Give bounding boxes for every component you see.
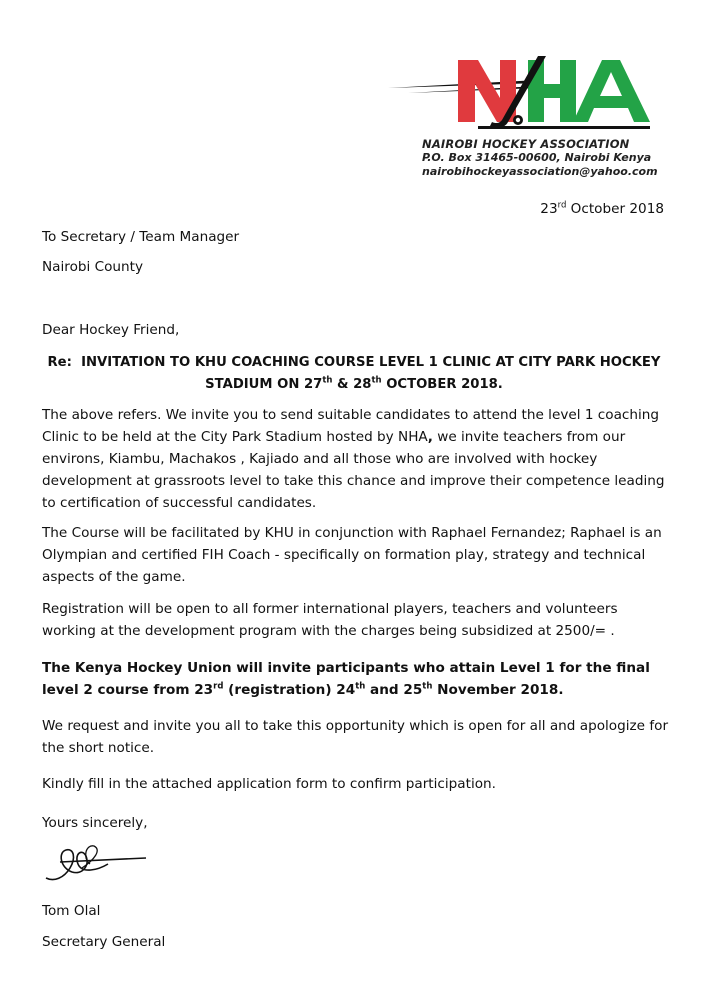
paragraph-facilitator: The Course will be facilitated by KHU in conjunction with Raphael Fernandez; Raphael is an Olympian and certified FIH Coach - specifically on formation play, strategy and technical aspects of the game. <box>42 525 662 585</box>
paragraph-application-form: Kindly fill in the attached application form to confirm participation. <box>42 776 496 792</box>
subject-line: Re: INVITATION TO KHU COACHING COURSE LEVEL 1 CLINIC AT CITY PARK HOCKEY STADIUM ON 27th & 28th OCTOBER 2018. <box>47 355 661 392</box>
signatory-title: Secretary General <box>42 934 166 950</box>
valediction: Yours sincerely, <box>42 815 148 831</box>
signatory-name: Tom Olal <box>42 903 101 919</box>
paragraph-registration: Registration will be open to all former international players, teachers and volunteers working at the development program with the charges being subsidized at 2500/= . <box>42 601 618 639</box>
letter-date: 23rd October 2018 <box>540 200 664 217</box>
letterhead-address <box>422 137 692 179</box>
paragraph-request: We request and invite you all to take this opportunity which is open for all and apologize for the short notice. <box>42 718 669 756</box>
po-box: P.O. Box 31465-00600, Nairobi Kenya <box>422 151 652 164</box>
org-name: NAIROBI HOCKEY ASSOCIATION <box>422 137 630 151</box>
recipient-line1: To Secretary / Team Manager <box>42 229 240 245</box>
email: nairobihockeyassociation@yahoo.com <box>422 165 658 178</box>
nha-logo <box>388 50 660 140</box>
salutation: Dear Hockey Friend, <box>42 322 180 338</box>
paragraph-invitation: The above refers. We invite you to send suitable candidates to attend the level 1 coaching Clinic to be held at the City Park Stadium hosted by NHA, we invite teachers from our environs, Kiambu, Machakos , Kajiado and all those who are involved with hockey development at grassroots level to take this chance and improve their competence leading to certification of successful candidates. <box>42 407 665 511</box>
signature-image <box>42 838 152 890</box>
paragraph-level2: The Kenya Hockey Union will invite participants who attain Level 1 for the final level 2 course from 23rd (registration) 24th and 25th November 2018. <box>42 660 650 698</box>
recipient-line2: Nairobi County <box>42 259 144 275</box>
